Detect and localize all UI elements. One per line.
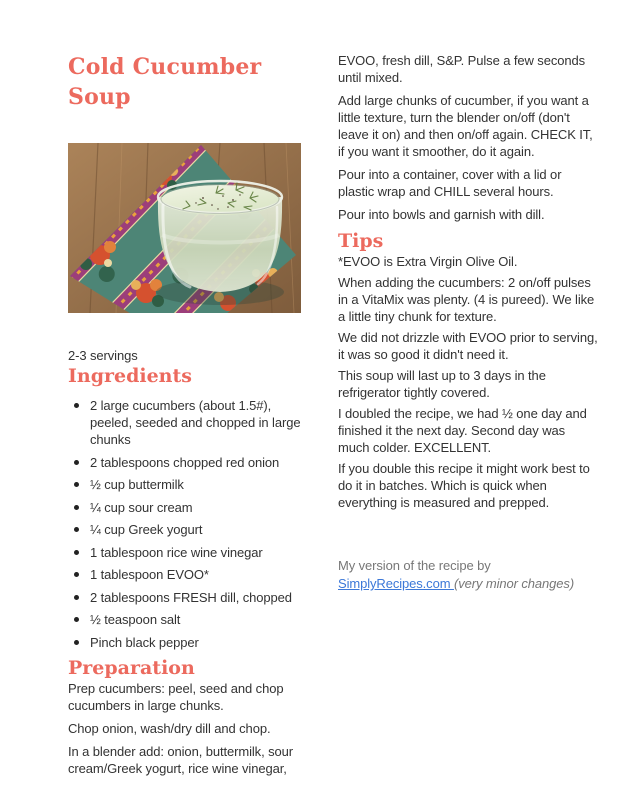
ingredient-item xyxy=(68,499,309,516)
ingredient-item xyxy=(68,634,309,651)
preparation-paragraph: Chop onion, wash/dry dill and chop. xyxy=(68,721,271,736)
ingredient-text: ¼ cup sour cream xyxy=(90,499,193,515)
preparation-heading: Preparation xyxy=(68,657,195,679)
bullet-dot xyxy=(74,550,79,555)
ingredient-text: 1 tablespoon rice wine vinegar xyxy=(90,544,263,560)
preparation-paragraph: Prep cucumbers: peel, seed and chop cucumbers in large chunks. xyxy=(68,681,284,713)
tip-paragraph: I doubled the recipe, we had ½ one day and finished it the next day. Second day was much colder. EXCELLENT. xyxy=(338,406,587,455)
preparation-continued-paragraph: Pour into bowls and garnish with dill. xyxy=(338,207,545,222)
ingredients-heading: Ingredients xyxy=(68,365,192,387)
tip-paragraph: If you double this recipe it might work best to do it in batches. Which is quick when everything is measured and prepped. xyxy=(338,461,590,510)
left-column xyxy=(68,0,309,783)
attribution-prefix: My version of the recipe by xyxy=(338,558,491,573)
ingredient-text: 2 tablespoons chopped red onion xyxy=(90,454,280,470)
ingredient-item xyxy=(68,454,309,471)
ingredient-text: ¼ cup Greek yogurt xyxy=(90,522,203,537)
ingredient-text: 2 large cucumbers (about 1.5#), peeled, seeded and chopped in large chunks xyxy=(90,398,301,447)
bullet-dot xyxy=(74,505,79,510)
ingredient-item xyxy=(68,476,309,493)
preparation-continued-paragraph: EVOO, fresh dill, S&P. Pulse a few seconds until mixed. xyxy=(338,53,586,85)
ingredient-item xyxy=(68,611,309,628)
ingredient-item xyxy=(68,544,309,561)
tip-paragraph: When adding the cucumbers: 2 on/off pulses in a VitaMix was plenty. (4 is pureed). We like a little tiny chunk for texture. xyxy=(338,275,595,324)
attribution-note: (very minor changes) xyxy=(453,576,575,591)
tip-paragraph: This soup will last up to 3 days in the refrigerator tightly covered. xyxy=(338,368,546,400)
bullet-dot xyxy=(74,527,79,532)
ingredient-item xyxy=(68,521,309,538)
preparation-continued-paragraph: Pour into a container, cover with a lid or plastic wrap and CHILL several hours. xyxy=(338,167,562,199)
bullet-dot xyxy=(74,595,79,600)
bullet-dot xyxy=(74,572,79,577)
simplyrecipes-link[interactable]: SimplyRecipes.com xyxy=(338,576,454,591)
soup-photo-illustration xyxy=(68,143,301,313)
ingredients-list xyxy=(68,397,309,651)
ingredient-item xyxy=(68,566,309,583)
recipe-title: Cold Cucumber Soup xyxy=(68,54,262,110)
tip-paragraph: We did not drizzle with EVOO prior to serving, it was so good it didn't need it. xyxy=(338,330,598,362)
recipe-photo xyxy=(68,143,301,313)
ingredient-text: 1 tablespoon EVOO* xyxy=(90,567,209,582)
servings-text: 2-3 servings xyxy=(68,348,138,363)
bullet-dot xyxy=(74,482,79,487)
ingredient-text: ½ teaspoon salt xyxy=(90,612,181,627)
attribution xyxy=(338,557,598,593)
ingredient-text: 2 tablespoons FRESH dill, chopped xyxy=(90,589,292,605)
bullet-dot xyxy=(74,617,79,622)
bullet-dot xyxy=(74,403,79,408)
bullet-dot xyxy=(74,460,79,465)
ingredient-text: ½ cup buttermilk xyxy=(90,477,184,492)
preparation-continued-paragraph: Add large chunks of cucumber, if you want a little texture, turn the blender on/off (don't leave it on) and then on/off again. CHECK IT, if you want it smoother, do it again. xyxy=(338,93,593,159)
tips-heading: Tips xyxy=(338,230,384,252)
preparation-paragraph: In a blender add: onion, buttermilk, sour cream/Greek yogurt, rice wine vinegar, xyxy=(68,744,293,776)
bullet-dot xyxy=(74,640,79,645)
tip-paragraph: *EVOO is Extra Virgin Olive Oil. xyxy=(338,254,518,269)
right-column xyxy=(338,0,598,593)
ingredient-item xyxy=(68,397,309,448)
ingredient-text: Pinch black pepper xyxy=(90,634,199,650)
ingredient-item xyxy=(68,589,309,606)
